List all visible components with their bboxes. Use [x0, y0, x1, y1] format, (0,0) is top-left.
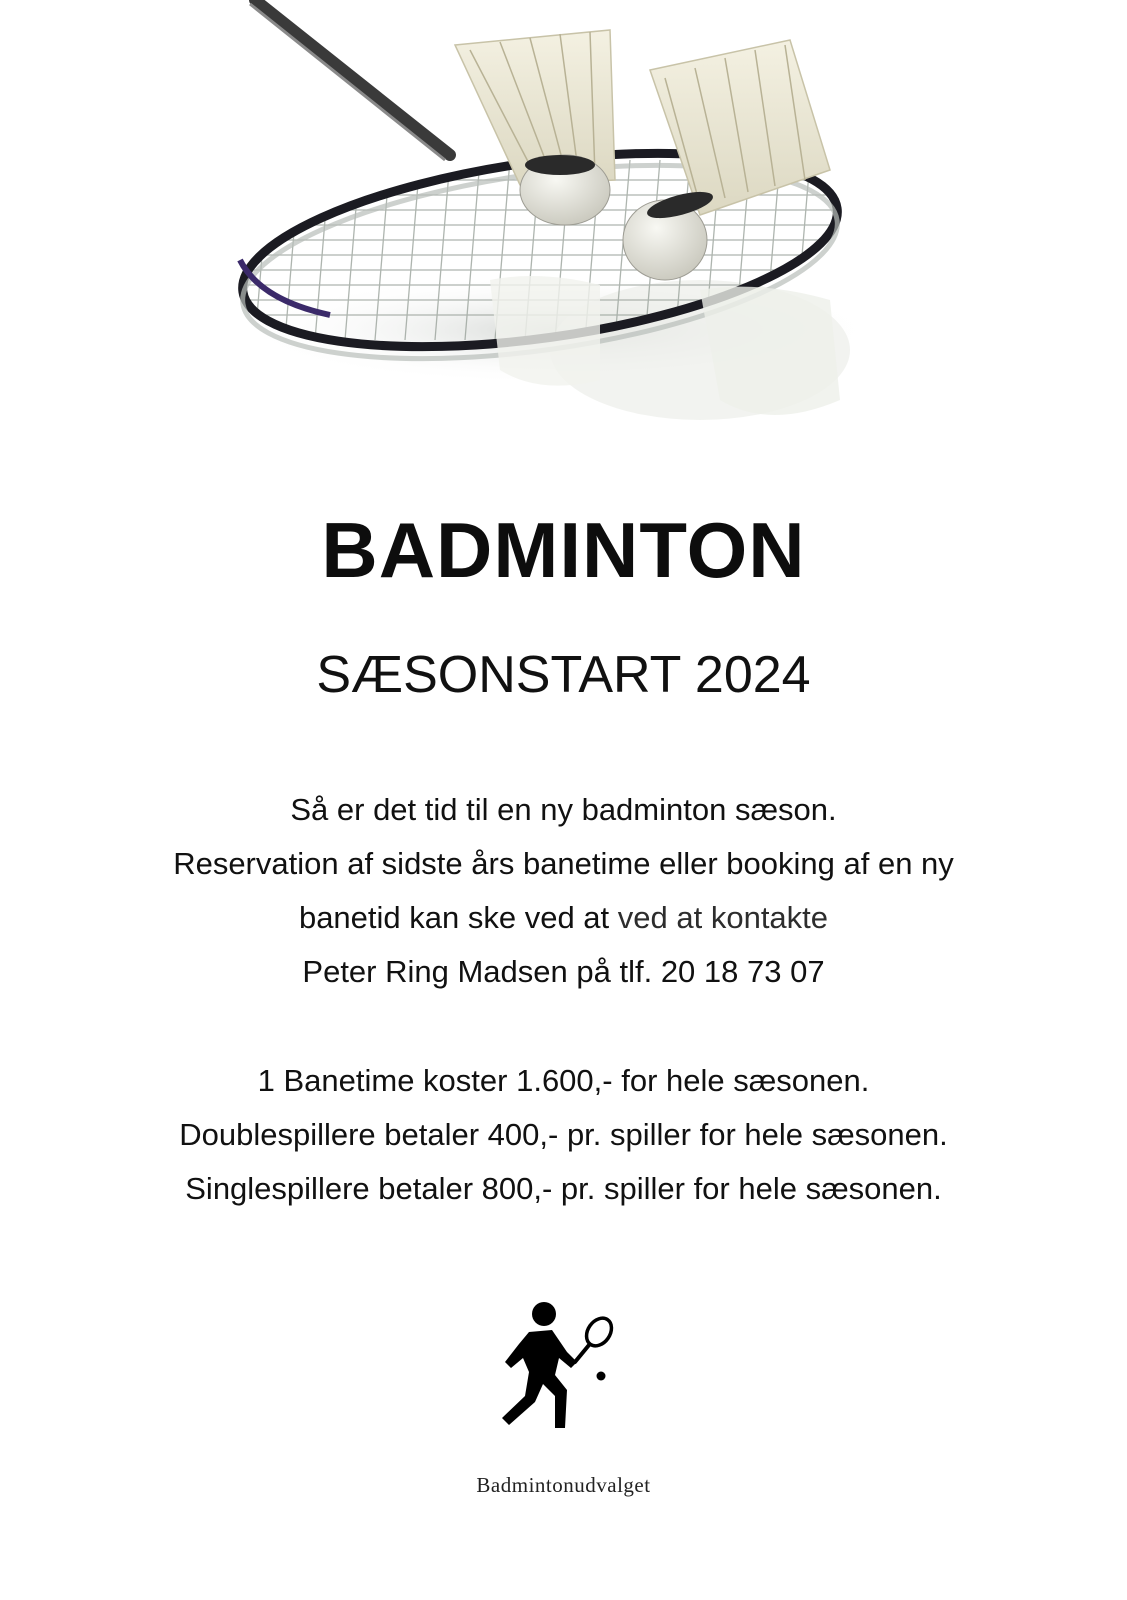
racket-shaft: [255, 0, 450, 155]
footer-signature: Badmintonudvalget: [476, 1473, 651, 1497]
intro-line-part: banetid kan ske ved at: [298, 900, 618, 935]
contact-line: Peter Ring Madsen på tlf. 20 18 73 07: [302, 954, 825, 989]
intro-text: [0, 783, 1127, 999]
badminton-player-icon: [497, 1300, 627, 1440]
price-list: [0, 1054, 1127, 1216]
poster-title: BADMINTON: [321, 506, 806, 594]
shuttlecock-right: [623, 40, 830, 280]
shuttlecock-left: [455, 30, 615, 225]
poster-subtitle: SÆSONSTART 2024: [316, 646, 811, 704]
intro-line-part-contact: ved at kontakte: [617, 900, 829, 935]
intro-line: [0, 891, 1127, 945]
intro-line: Så er det tid til en ny badminton sæson.: [290, 792, 837, 827]
price-line: Doublespillere betaler 400,- pr. spiller for hele sæsonen.: [179, 1117, 948, 1152]
hero-image: [0, 0, 1127, 450]
price-line: Singlespillere betaler 800,- pr. spiller for hele sæsonen.: [185, 1171, 942, 1206]
intro-line: Reservation af sidste års banetime eller booking af en ny: [173, 846, 954, 881]
price-line: 1 Banetime koster 1.600,- for hele sæsonen.: [257, 1063, 870, 1098]
